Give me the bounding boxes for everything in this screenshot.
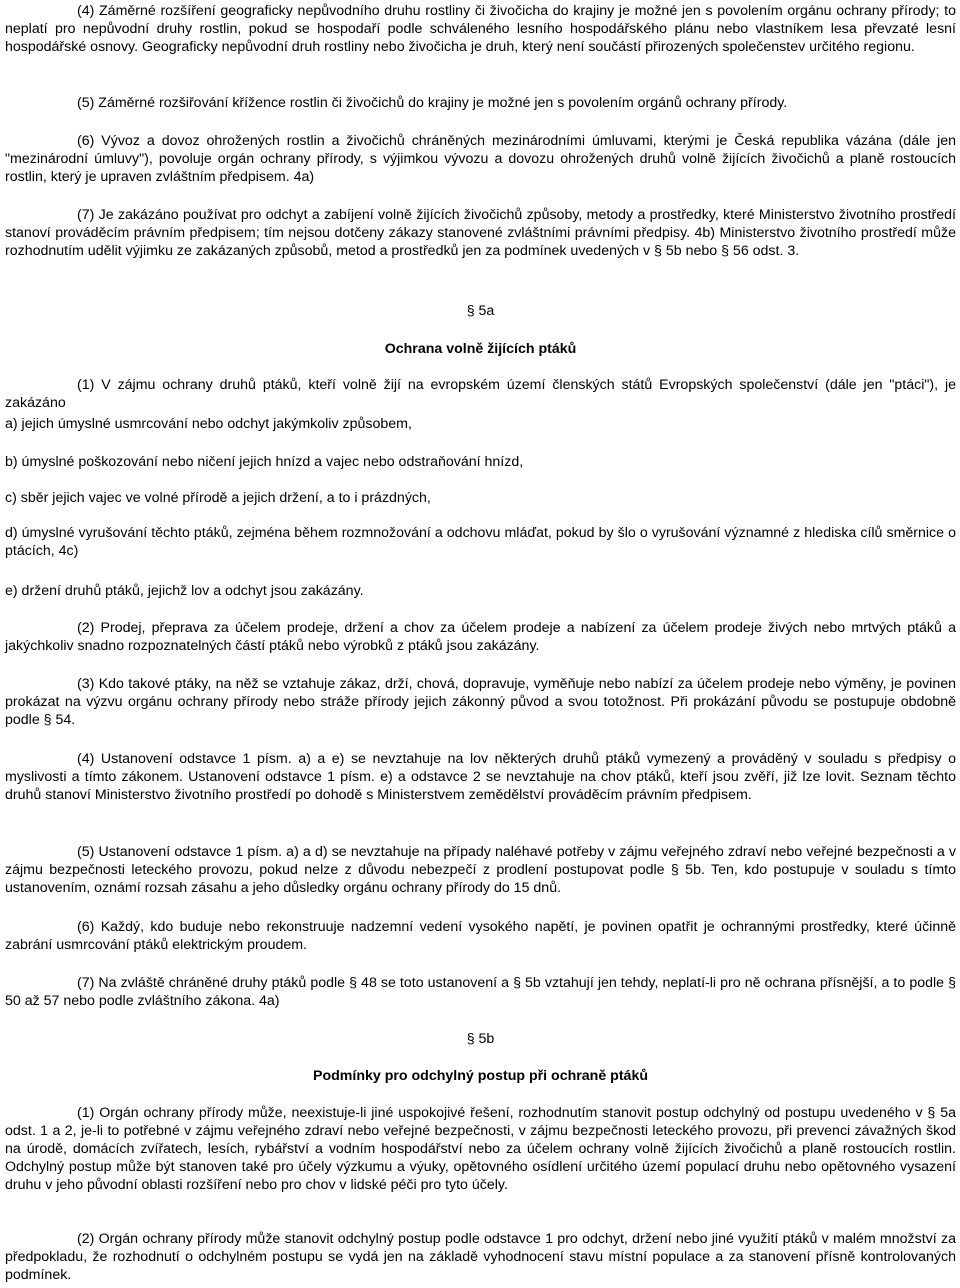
section-5a-paragraph-7: (7) Na zvláště chráněné druhy ptáků podle § 48 se toto ustanovení a § 5b vztahují jen tehdy, neplatí-li pro ně ochrana přísnější, a to podle § 50 až 57 nebo podle zvláštního zákona. 4a) xyxy=(5,975,956,1009)
section-5b-paragraph-2: (2) Orgán ochrany přírody může stanovit odchylný postup podle odstavce 1 pro odchyt, držení nebo jiné využití ptáků v malém množství za předpokladu, že rozhodnutí o odchylném postupu se vydá jen na základě vyhodnocení stavu místní populace a za stanovení přísně kontrolovaných podmínek. xyxy=(5,1231,956,1283)
list-item: d) úmyslné vyrušování těchto ptáků, zejména během rozmnožování a odchovu mláďat, pokud by šlo o vyrušování významné z hlediska cílů směrnice o ptácích, 4c) xyxy=(5,525,956,559)
paragraph-4: (4) Záměrné rozšíření geograficky nepůvodního druhu rostliny či živočicha do krajiny je možné jen s povolením orgánu ochrany přírody; to neplatí pro nepůvodní druhy rostlin, pokud se hospodaří podle schváleného lesního hospodářského plánu nebo vlastníkem lesa převzaté lesní hospodářské osnovy. Geograficky nepůvodní druh rostliny nebo živočicha je druh, který není součástí přirozených společenstev určitého regionu. xyxy=(5,3,956,55)
section-5a-paragraph-5: (5) Ustanovení odstavce 1 písm. a) a d) se nevztahuje na případy naléhavé potřeby v zájmu veřejného zdraví nebo veřejné bezpečnosti a v zájmu bezpečnosti leteckého provozu, pokud nelze z důvodu nebezpečí z prodlení postupovat podle § 5b. Ten, kdo postupuje v souladu s tímto ustanovením, oznámí rozsah zásahu a jeho důsledky orgánu ochrany přírody do 15 dnů. xyxy=(5,844,956,896)
section-5a-paragraph-4: (4) Ustanovení odstavce 1 písm. a) a e) se nevztahuje na lov některých druhů ptáků vymezený a prováděný v souladu s předpisy o myslivosti a tímto zákonem. Ustanovení odstavce 1 písm. e) a odstavce 2 se nevztahuje na chov ptáků, kteří jsou zvěří, již lze lovit. Seznam těchto druhů stanoví Ministerstvo životního prostředí po dohodě s Ministerstvem zemědělství prováděcím právním předpisem. xyxy=(5,751,956,803)
section-5a-intro: (1) V zájmu ochrany druhů ptáků, kteří volně žijí na evropském území členských států Evropských společenství (dále jen "ptáci"), je zakázáno xyxy=(5,377,956,411)
list-item: e) držení druhů ptáků, jejichž lov a odchyt jsou zakázány. xyxy=(5,583,364,599)
section-5a-number: § 5a xyxy=(466,303,495,319)
section-5b-number: § 5b xyxy=(466,1031,495,1047)
paragraph-6: (6) Vývoz a dovoz ohrožených rostlin a živočichů chráněných mezinárodními úmluvami, kterými je Česká republika vázána (dále jen "mezinárodní úmluvy"), povoluje orgán ochrany přírody, s výjimkou vývozu a dovozu ohrožených druhů volně žijících živočichů a planě rostoucích rostlin, který je upraven zvláštním předpisem. 4a) xyxy=(5,133,956,185)
section-5a-paragraph-3: (3) Kdo takové ptáky, na něž se vztahuje zákaz, drží, chová, dopravuje, vyměňuje nebo nabízí za účelem prodeje nebo výměny, je povinen prokázat na výzvu orgánu ochrany přírody nebo stráže přírody jejich zákonný původ a svou totožnost. Při prokázání původu se postupuje obdobně podle § 54. xyxy=(5,676,956,728)
paragraph-5: (5) Záměrné rozšiřování křížence rostlin či živočichů do krajiny je možné jen s povolením orgánů ochrany přírody. xyxy=(77,95,788,111)
list-item: a) jejich úmyslné usmrcování nebo odchyt jakýmkoliv způsobem, xyxy=(5,416,412,432)
paragraph-7: (7) Je zakázáno používat pro odchyt a zabíjení volně žijících živočichů způsoby, metody a prostředky, které Ministerstvo životního prostředí stanoví prováděcím právním předpisem; tím nejsou dotčeny zákazy stanovené zvláštními právními předpisy. 4b) Ministerstvo životního prostředí může rozhodnutím udělit výjimku ze zakázaných způsobů, metod a prostředků jen za podmínek uvedených v § 5b nebo § 56 odst. 3. xyxy=(5,207,956,259)
list-item: c) sběr jejich vajec ve volné přírodě a jejich držení, a to i prázdných, xyxy=(5,490,431,506)
list-item: b) úmyslné poškozování nebo ničení jejich hnízd a vajec nebo odstraňování hnízd, xyxy=(5,454,524,470)
section-5a-paragraph-2: (2) Prodej, přeprava za účelem prodeje, držení a chov za účelem prodeje a nabízení za účelem prodeje živých nebo mrtvých ptáků a jakýchkoliv snadno rozpoznatelných částí ptáků nebo výrobků z ptáků jsou zakázány. xyxy=(5,620,956,654)
section-5a-title: Ochrana volně žijících ptáků xyxy=(384,341,577,357)
section-5a-paragraph-6: (6) Každý, kdo buduje nebo rekonstruuje nadzemní vedení vysokého napětí, je povinen opatřit je ochrannými prostředky, které účinně zabrání usmrcování ptáků elektrickým proudem. xyxy=(5,919,956,953)
section-5b-paragraph-1: (1) Orgán ochrany přírody může, neexistuje-li jiné uspokojivé řešení, rozhodnutím stanovit postup odchylný od postupu uvedeného v § 5a odst. 1 a 2, je-li to potřebné v zájmu veřejného zdraví nebo veřejné bezpečnosti, v zájmu bezpečnosti leteckého provozu, při prevenci závažných škod na úrodě, domácích zvířatech, lesích, rybářství a vodním hospodářství nebo za účelem ochrany volně žijících živočichů a planě rostoucích rostlin. Odchylný postup může být stanoven také pro účely výzkumu a výuky, opětovného osídlení určitého území populací druhu nebo opětovného vysazení druhu v jeho původní oblasti rozšíření nebo pro chov v lidské péči pro tyto účely. xyxy=(5,1105,956,1193)
section-5b-title: Podmínky pro odchylný postup při ochraně ptáků xyxy=(312,1068,649,1084)
